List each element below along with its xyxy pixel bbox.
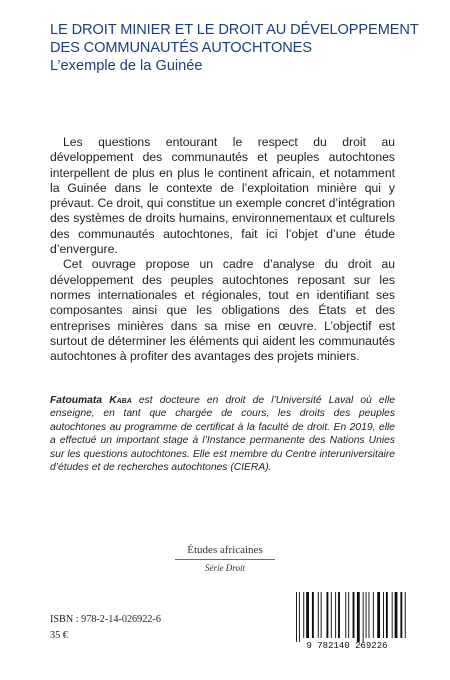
- barcode-bar: [299, 592, 300, 642]
- barcode-bar: [345, 592, 346, 638]
- summary-paragraph-1: Les questions entourant le respect du droit au développement des communautés et peuples autochtones interpellent de plus en plus le continent africain, et notamment la Guinée dans le contexte de l’exploitation minière qui y prévaut. Ce droit, qui constitue un exemple concret d’intégration des systèmes de droits humains, environnementaux et culturels des communautés autochtones, fait ici l’objet d’une étude d’envergure.: [50, 135, 395, 257]
- isbn: ISBN : 978-2-14-026922-6: [50, 614, 161, 625]
- barcode-bar: [303, 592, 304, 638]
- summary-paragraph-2: Cet ouvrage propose un cadre d’analyse du droit au développement des peuples autochtones reposant sur les normes internationales et régionales, tout en identifiant ses composantes ainsi que les obligations des États et des entreprises minières dans sa mise en œuvre. L’objectif est surtout de déterminer les éléments qui aident les communautés autochtones à profiter des avantages des projets miniers.: [50, 257, 395, 364]
- title-block: [50, 22, 440, 75]
- author-bio: [50, 394, 395, 474]
- barcode-bar: [405, 592, 406, 638]
- barcode-bar: [353, 592, 355, 638]
- barcode-bar: [338, 592, 340, 638]
- barcode-bar: [321, 592, 322, 638]
- author-bio-text: est docteure en droit de l’Université Laval où elle enseigne, en tant que chargée de cours, les droits des peuples autochtones au programme de certificat à la faculté de droit. En 2019, elle a effectué un important stage à l’Instance permanente des Nations Unies sur les questions autochtones. Elle est membre du Centre interuniversitaire d’études et de recherches autochtones (CIERA).: [50, 395, 395, 474]
- barcode-bar: [312, 592, 314, 638]
- book-title: LE DROIT MINIER ET LE DROIT AU DÉVELOPPEMENT DES COMMUNAUTÉS AUTOCHTONES: [50, 22, 419, 56]
- barcode-bar: [377, 592, 380, 638]
- book-subtitle: L’exemple de la Guinée: [50, 58, 203, 74]
- back-cover-summary: [50, 135, 395, 364]
- barcode-number: 9 782140 269226: [306, 641, 388, 650]
- barcode-bar: [296, 592, 297, 642]
- series-divider: [175, 559, 275, 560]
- barcode-bar: [395, 592, 398, 638]
- barcode-bar: [366, 592, 367, 638]
- barcode-bar: [335, 592, 336, 638]
- author-first-name: Fatoumata: [50, 395, 103, 406]
- barcode-bar: [363, 592, 364, 642]
- barcode-bar: [318, 592, 319, 638]
- barcode-bar: [331, 592, 332, 638]
- barcode-bar: [400, 592, 402, 638]
- barcode-bar: [348, 592, 349, 638]
- barcode-bar: [373, 592, 374, 638]
- author-last-name: Kaba: [109, 395, 132, 406]
- price: 35 €: [50, 630, 68, 641]
- series-name: Études africaines: [187, 544, 263, 556]
- barcode-bar: [369, 592, 370, 638]
- barcode-bars: [296, 592, 406, 642]
- barcode-bar: [392, 592, 393, 638]
- barcode-bar: [357, 592, 360, 642]
- barcode-bar: [326, 592, 328, 638]
- author-name: [50, 395, 132, 406]
- series-logo: [175, 543, 275, 573]
- barcode-bar: [386, 592, 388, 638]
- series-subtitle: Série Droit: [205, 563, 245, 573]
- barcode-bar: [383, 592, 384, 638]
- barcode: [288, 590, 406, 650]
- barcode-bar: [306, 592, 309, 638]
